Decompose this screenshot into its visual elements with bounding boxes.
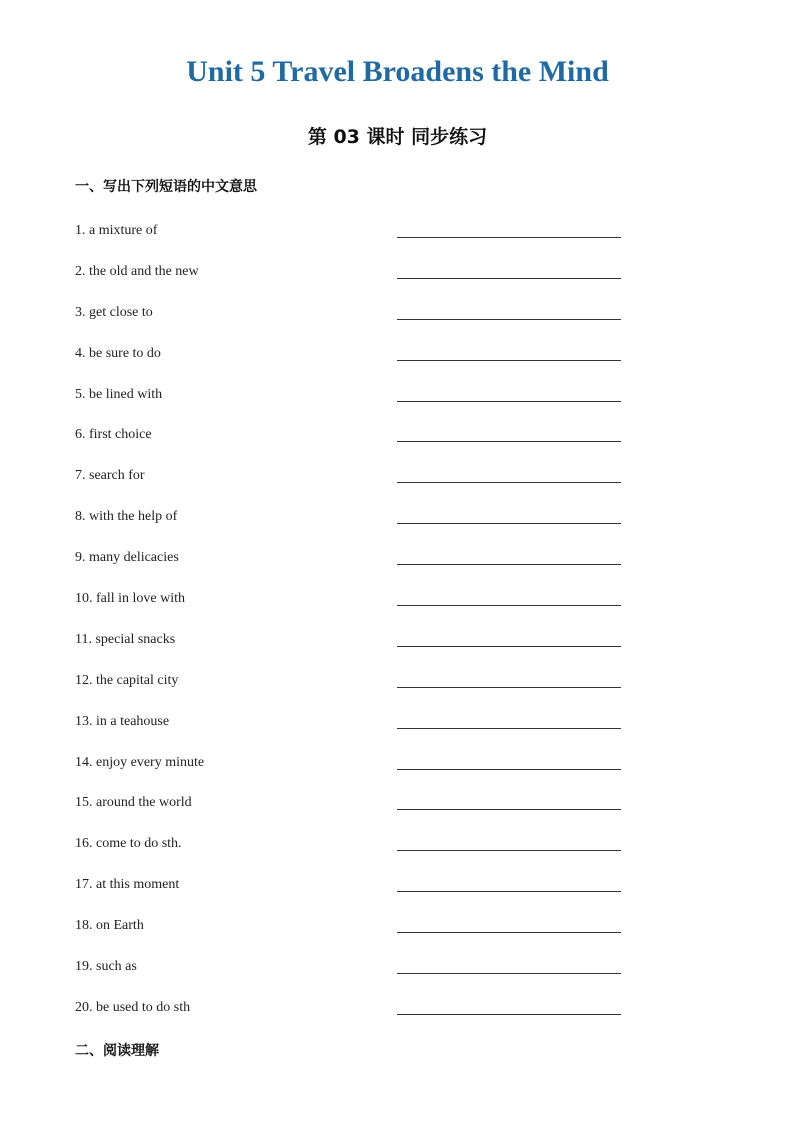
answer-blank[interactable]: [397, 401, 621, 402]
phrase-text: 19. such as: [75, 959, 137, 975]
phrase-text: 10. fall in love with: [75, 591, 186, 607]
answer-blank[interactable]: [397, 605, 621, 606]
answer-blank[interactable]: [397, 523, 621, 524]
lesson-subtitle: 第 03 课时 同步练习: [307, 126, 488, 148]
answer-blank[interactable]: [397, 769, 621, 770]
answer-blank[interactable]: [397, 891, 621, 892]
phrase-item: [75, 258, 635, 299]
phrase-text: 2. the old and the new: [75, 263, 199, 279]
answer-blank[interactable]: [397, 360, 621, 361]
answer-blank[interactable]: [397, 482, 621, 483]
answer-blank[interactable]: [397, 1014, 621, 1015]
phrase-item: [75, 789, 635, 830]
phrase-item: [75, 626, 635, 667]
phrase-item: [75, 871, 635, 912]
answer-blank[interactable]: [397, 278, 621, 279]
phrase-text: 18. on Earth: [75, 918, 144, 934]
phrase-item: [75, 585, 635, 626]
answer-blank[interactable]: [397, 809, 621, 810]
phrase-item: [75, 708, 635, 749]
phrase-text: 7. search for: [75, 468, 145, 484]
answer-blank[interactable]: [397, 687, 621, 688]
phrase-item: [75, 749, 635, 790]
page-title: Unit 5 Travel Broadens the Mind: [186, 55, 609, 88]
phrase-text: 16. come to do sth.: [75, 836, 182, 852]
phrase-item: [75, 953, 635, 994]
phrase-text: 1. a mixture of: [75, 223, 158, 238]
answer-blank[interactable]: [397, 728, 621, 729]
phrase-text: 17. at this moment: [75, 877, 180, 893]
phrase-text: 6. first choice: [75, 427, 152, 443]
phrase-item: [75, 544, 635, 585]
answer-blank[interactable]: [397, 932, 621, 933]
phrase-item: [75, 381, 635, 422]
phrase-list: [75, 217, 635, 1035]
answer-blank[interactable]: [397, 564, 621, 565]
answer-blank[interactable]: [397, 237, 621, 238]
phrase-item: [75, 217, 635, 258]
answer-blank[interactable]: [397, 850, 621, 851]
phrase-text: 4. be sure to do: [75, 345, 161, 361]
phrase-item: [75, 299, 635, 340]
phrase-text: 3. get close to: [75, 304, 153, 320]
phrase-item: [75, 503, 635, 544]
phrase-text: 14. enjoy every minute: [75, 754, 205, 770]
phrase-text: 5. be lined with: [75, 386, 163, 402]
phrase-text: 13. in a teahouse: [75, 713, 170, 729]
phrase-text: 20. be used to do sth: [75, 999, 191, 1015]
phrase-text: 15. around the world: [75, 795, 192, 811]
phrase-item: [75, 667, 635, 708]
phrase-text: 11. special snacks: [75, 631, 176, 647]
answer-blank[interactable]: [397, 319, 621, 320]
answer-blank[interactable]: [397, 973, 621, 974]
phrase-text: 9. many delicacies: [75, 550, 179, 566]
phrase-item: [75, 421, 635, 462]
phrase-item: [75, 340, 635, 381]
section-1-heading: 一、写出下列短语的中文意思: [75, 179, 257, 195]
phrase-text: 8. with the help of: [75, 509, 178, 525]
phrase-item: [75, 462, 635, 503]
answer-blank[interactable]: [397, 441, 621, 442]
answer-blank[interactable]: [397, 646, 621, 647]
phrase-item: [75, 994, 635, 1035]
phrase-text: 12. the capital city: [75, 672, 179, 688]
section-2-heading: 二、阅读理解: [75, 1043, 159, 1059]
phrase-item: [75, 912, 635, 953]
phrase-item: [75, 830, 635, 871]
